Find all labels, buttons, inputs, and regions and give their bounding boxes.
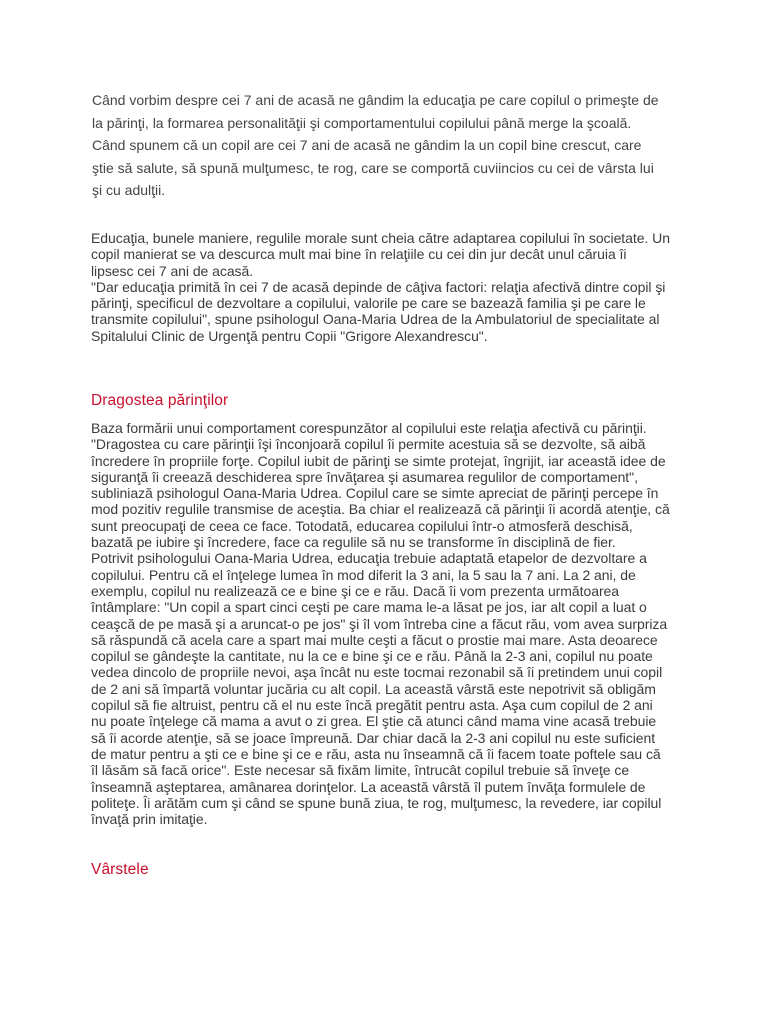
paragraph-education-manners: Educaţia, bunele maniere, regulile morale sunt cheia către adaptarea copilului în societate. Un copil manierat se va descurca mult mai bine în relaţiile cu cei din jur decât unul căruia îi lipsesc cei 7 ani de acasă. — [91, 230, 670, 279]
paragraph-psychologist-quote: "Dar educaţia primită în cei 7 de acasă depinde de câţiva factori: relaţia afectivă dintre copil şi părinţi, specificul de dezvoltare a copilului, valorile pe care se bazează familia şi pe care le transmite copilului", spune psihologul Oana-Maria Udrea de la Ambulatoriul de specialitate al Spitalului Clinic de Urgenţă pentru Copii "Grigore Alexandrescu". — [91, 278, 666, 344]
paragraph-affective-relation: Baza formării unui comportament corespunzător al copilului este relaţia afectivă cu părinţii. "Dragostea cu care părinţii îşi înconjoară copilul îi permite acestuia să se dezvolte, să aibă încredere în propriile forţe. Copilul iubit de părinţi se simte protejat, îngrijit, iar această idee de siguranţă îi creează deschiderea spre învăţarea şi asumarea regulilor de comportament", subliniază psihologul Oana-Maria Udrea. Copilul care se simte apreciat de părinţi percepe în mod pozitiv regulile transmise de aceştia. Ba chiar el realizează că părinţii îi acordă atenţie, că sunt preocupaţi de ceea ce face. Totodată, educarea copilului într-o atmosferă deschisă, bazată pe iubire şi încredere, face ca regulile să nu se transforme în disciplină de fier. — [91, 420, 670, 551]
intro-paragraph: Când vorbim despre cei 7 ani de acasă ne gândim la educaţia pe care copilul o primeşte de la părinţi, la formarea personalităţii şi comportamentului copilului până merge la şcoală. Când spunem că un copil are cei 7 ani de acasă ne gândim la un copil bine crescut, care ştie să salute, să spună mulţumesc, te rog, care se comportă cuviincios cu cei de vârsta lui şi cu adulţii. — [92, 92, 659, 198]
section-one-text — [91, 230, 671, 344]
section-two-text — [91, 420, 671, 827]
heading-parents-love: Dragostea părinţilor — [91, 392, 229, 409]
heading-ages: Vârstele — [91, 861, 149, 878]
paragraph-development-stages: Potrivit psihologului Oana-Maria Udrea, educaţia trebuie adaptată etapelor de dezvoltare a copilului. Pentru că el înţelege lumea în mod diferit la 3 ani, la 5 sau la 7 ani. La 2 ani, de exemplu, copilul nu realizează ce e bine şi ce e rău. Dacă îi vom prezenta următoarea întâmplare: "Un copil a spart cinci ceşti pe care mama le-a lăsat pe jos, iar alt copil a luat o ceaşcă de pe masă şi a aruncat-o pe jos" şi îl vom întreba cine a făcut rău, vom avea surpriza să răspundă că acela care a spart mai multe ceşti a făcut o prostie mai mare. Asta deoarece copilul se gândeşte la cantitate, nu la ce e bine şi ce e rău. Până la 2-3 ani, copilul nu poate vedea dincolo de propriile nevoi, aşa încât nu este tocmai rezonabil să îi pretindem unui copil de 2 ani să împartă voluntar jucăria cu alt copil. La această vârstă este nepotrivit să obligăm copilul să fie altruist, pentru că el nu este încă pregătit pentru asta. Aşa cum copilul de 2 ani nu poate înţelege că mama a avut o zi grea. El ştie că atunci când mama vine acasă trebuie să îi acorde atenţie, să se joace împreună. Dar chiar dacă la 2-3 ani copilul nu este suficient de matur pentru a şti ce e bine şi ce e rău, asta nu înseamnă că îi facem toate poftele sau că îl lăsăm să facă orice". Este necesar să fixăm limite, întrucât copilul trebuie să înveţe ce înseamnă aşteptarea, amânarea dorinţelor. La această vârstă îl putem învăţa formulele de politeţe. Îi arătăm cum şi când se spune bună ziua, te rog, mulţumesc, la revedere, iar copilul învaţă prin imitaţie. — [91, 550, 668, 828]
